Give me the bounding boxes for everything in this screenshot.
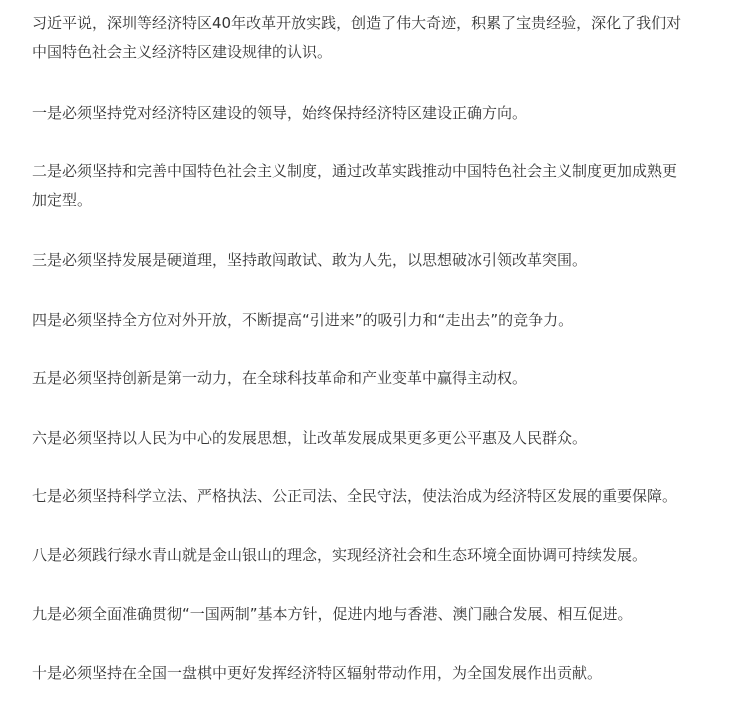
- principle-paragraph-5: [32, 364, 527, 393]
- principle-paragraph-4: [32, 306, 573, 335]
- principle-6-line-1: 六是必须坚持以人民为中心的发展思想，让改革发展成果更多更公平惠及人民群众。: [32, 429, 588, 447]
- principle-paragraph-1: [32, 99, 527, 128]
- intro-line-1: 习近平说，深圳等经济特区40年改革开放实践，创造了伟大奇迹，积累了宝贵经验，深化了我们对: [32, 14, 682, 32]
- intro-line-2: 中国特色社会主义经济特区建设规律的认识。: [32, 43, 333, 61]
- principle-paragraph-10: [32, 659, 602, 688]
- principle-paragraph-7: [32, 482, 677, 511]
- principle-1-line-1: 一是必须坚持党对经济特区建设的领导，始终保持经济特区建设正确方向。: [32, 104, 528, 122]
- principle-10-line-1: 十是必须坚持在全国一盘棋中更好发挥经济特区辐射带动作用，为全国发展作出贡献。: [32, 664, 603, 682]
- principle-paragraph-8: [32, 541, 647, 570]
- principle-9-line-1: 九是必须全面准确贯彻“一国两制”基本方针，促进内地与香港、澳门融合发展、相互促进。: [32, 605, 633, 623]
- principle-4-line-1: 四是必须坚持全方位对外开放，不断提高“引进来”的吸引力和“走出去”的竞争力。: [32, 311, 574, 329]
- principle-7-line-1: 七是必须坚持科学立法、严格执法、公正司法、全民守法，使法治成为经济特区发展的重要保障。: [32, 487, 678, 505]
- principle-2-line-1: 二是必须坚持和完善中国特色社会主义制度，通过改革实践推动中国特色社会主义制度更加成熟更: [32, 162, 678, 180]
- principle-8-line-1: 八是必须践行绿水青山就是金山银山的理念，实现经济社会和生态环境全面协调可持续发展。: [32, 546, 648, 564]
- intro-paragraph: [32, 9, 681, 67]
- principle-paragraph-9: [32, 600, 633, 629]
- principle-paragraph-6: [32, 424, 587, 453]
- principle-5-line-1: 五是必须坚持创新是第一动力，在全球科技革命和产业变革中赢得主动权。: [32, 369, 528, 387]
- principle-paragraph-2: [32, 157, 677, 215]
- principle-3-line-1: 三是必须坚持发展是硬道理，坚持敢闯敢试、敢为人先，以思想破冰引领改革突围。: [32, 251, 588, 269]
- principle-paragraph-3: [32, 246, 587, 275]
- principle-2-line-2: 加定型。: [32, 191, 93, 209]
